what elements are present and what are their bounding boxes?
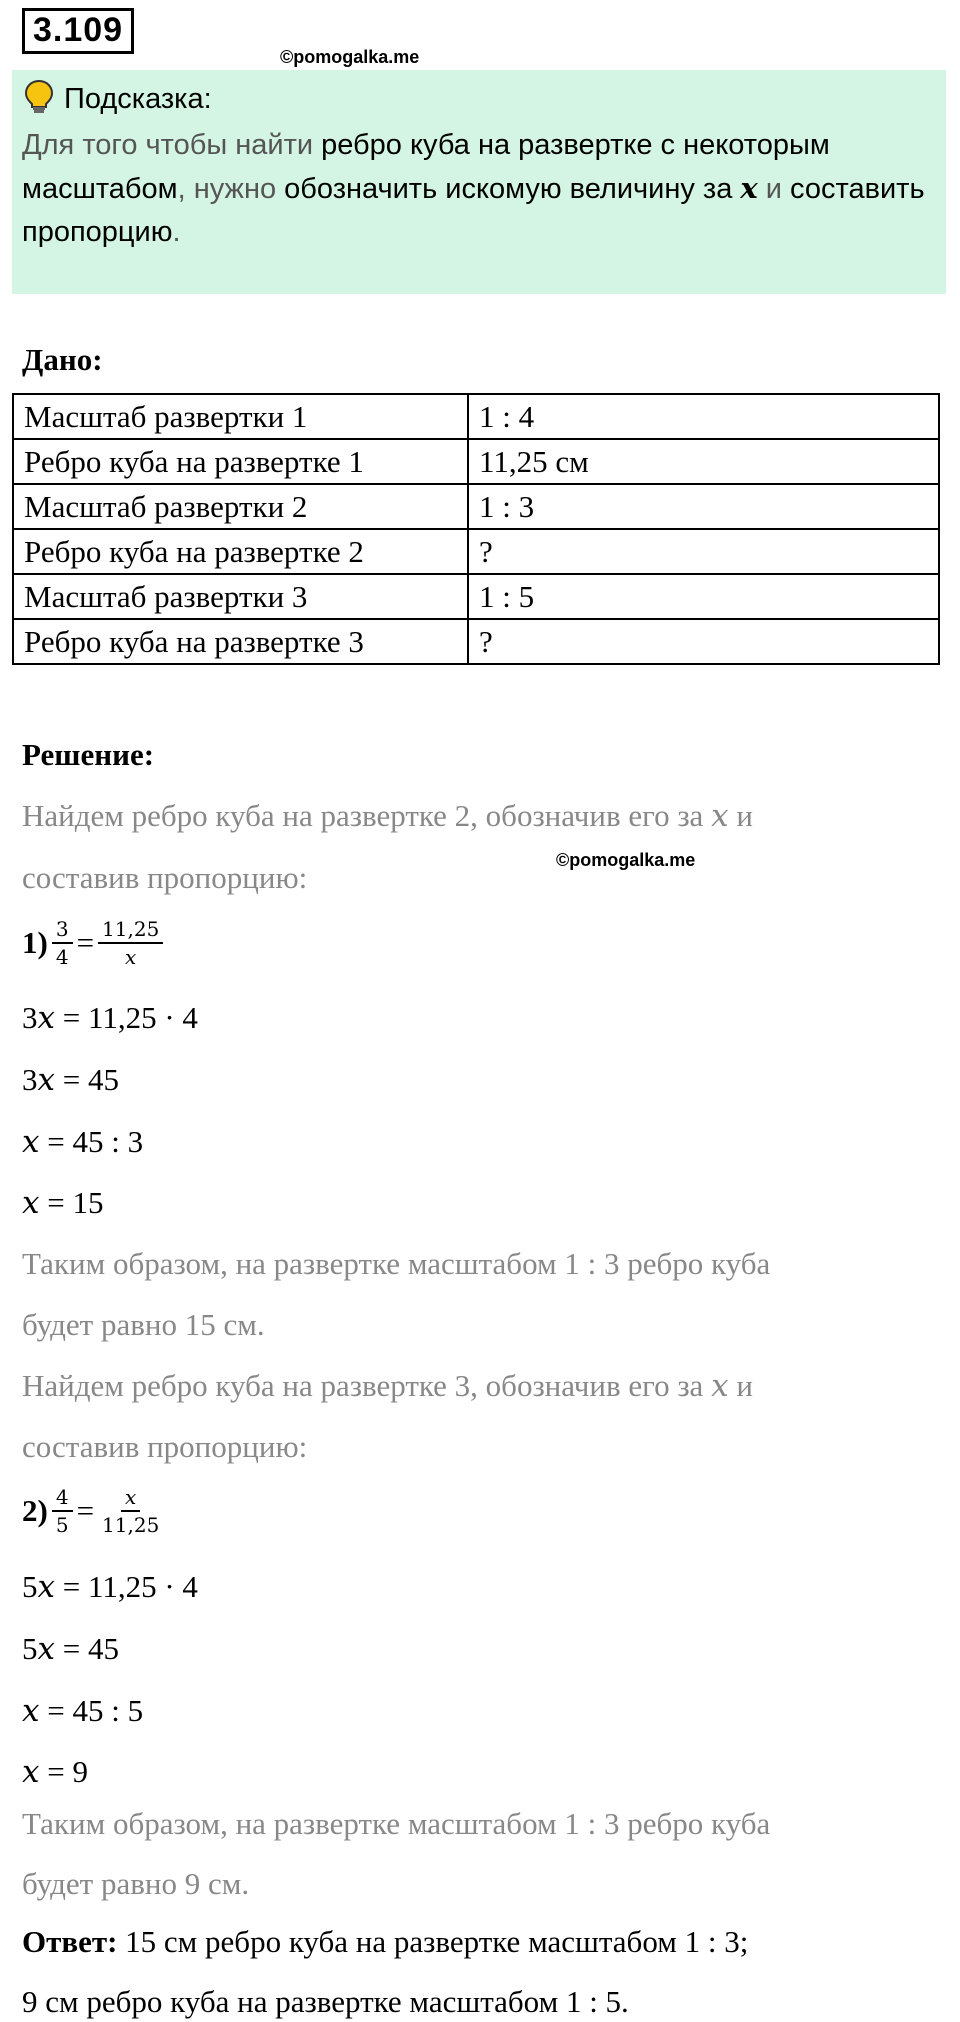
equals-sign: = bbox=[76, 925, 95, 960]
proportion-2 bbox=[22, 1486, 163, 1536]
equation-line: x = 9 bbox=[22, 1754, 88, 1790]
table-row bbox=[13, 439, 939, 484]
solution-heading: Решение: bbox=[22, 737, 155, 772]
conclusion-2: Таким образом, на развертке масштабом 1 : 3 ребро куба bbox=[22, 1806, 771, 1841]
equation-line: x = 15 bbox=[22, 1185, 104, 1221]
equation-line: x = 45 : 5 bbox=[22, 1693, 144, 1729]
fraction: $\frac{4}{5}$ bbox=[52, 1486, 73, 1536]
hint-title: Подсказка: bbox=[64, 82, 212, 115]
lightbulb-icon bbox=[24, 79, 54, 120]
equation-line: 3x = 11,25 · 4 bbox=[22, 1000, 198, 1036]
conclusion-2-line2: будет равно 9 см. bbox=[22, 1866, 250, 1901]
fraction: $\frac{11,25}{x}$ bbox=[98, 918, 163, 968]
table-cell-label: Ребро куба на развертке 2 bbox=[13, 529, 468, 574]
step-label: 1) bbox=[22, 925, 48, 960]
solution-intro-2: Найдем ребро куба на развертке 3, обозначив его за x и bbox=[22, 1368, 753, 1404]
table-row bbox=[13, 529, 939, 574]
equation-line: 3x = 45 bbox=[22, 1062, 119, 1098]
equals-sign: = bbox=[76, 1493, 95, 1528]
table-cell-label: Ребро куба на развертке 1 bbox=[13, 439, 468, 484]
table-cell-value: 1 : 3 bbox=[468, 484, 939, 529]
hint-text: Для того чтобы найти ребро куба на развертке с некоторым масштабом, нужно обозначить искомую величину за x и составить пропорцию. bbox=[22, 129, 925, 248]
equation-line: 5x = 11,25 · 4 bbox=[22, 1569, 198, 1605]
watermark: ©pomogalka.me bbox=[556, 850, 696, 870]
answer-label: Ответ: bbox=[22, 1924, 118, 1959]
table-cell-label: Масштаб развертки 3 bbox=[13, 574, 468, 619]
conclusion-1-line2: будет равно 15 см. bbox=[22, 1307, 265, 1342]
step-label: 2) bbox=[22, 1493, 48, 1528]
table-row bbox=[13, 484, 939, 529]
given-heading: Дано: bbox=[22, 342, 103, 377]
conclusion-1: Таким образом, на развертке масштабом 1 : 3 ребро куба bbox=[22, 1246, 771, 1281]
solution-intro-2-line2: составив пропорцию: bbox=[22, 1429, 308, 1464]
equation-line: 5x = 45 bbox=[22, 1631, 119, 1667]
table-row bbox=[13, 574, 939, 619]
table-cell-value: ? bbox=[468, 619, 939, 664]
given-table bbox=[12, 393, 940, 665]
table-cell-label: Масштаб развертки 1 bbox=[13, 394, 468, 439]
hint-header bbox=[24, 80, 212, 118]
table-cell-value: 1 : 4 bbox=[468, 394, 939, 439]
table-cell-label: Ребро куба на развертке 3 bbox=[13, 619, 468, 664]
equation-line: x = 45 : 3 bbox=[22, 1124, 144, 1160]
fraction: $\frac{x}{11,25}$ bbox=[102, 1485, 160, 1537]
table-cell-value: 11,25 см bbox=[468, 439, 939, 484]
table-row bbox=[13, 619, 939, 664]
problem-number: 3.109 bbox=[22, 8, 134, 54]
solution-intro-1-line2: составив пропорцию: bbox=[22, 860, 308, 895]
table-row bbox=[13, 394, 939, 439]
answer-line-2: 9 см ребро куба на развертке масштабом 1 : 5. bbox=[22, 1984, 629, 2019]
table-cell-value: ? bbox=[468, 529, 939, 574]
watermark: ©pomogalka.me bbox=[280, 47, 420, 67]
answer-line-1: Ответ: 15 см ребро куба на развертке масштабом 1 : 3; bbox=[22, 1924, 749, 1959]
solution-intro-1: Найдем ребро куба на развертке 2, обозначив его за x и bbox=[22, 798, 753, 834]
proportion-1 bbox=[22, 918, 163, 968]
table-cell-value: 1 : 5 bbox=[468, 574, 939, 619]
table-cell-label: Масштаб развертки 2 bbox=[13, 484, 468, 529]
fraction: $\frac{3}{4}$ bbox=[52, 918, 73, 968]
